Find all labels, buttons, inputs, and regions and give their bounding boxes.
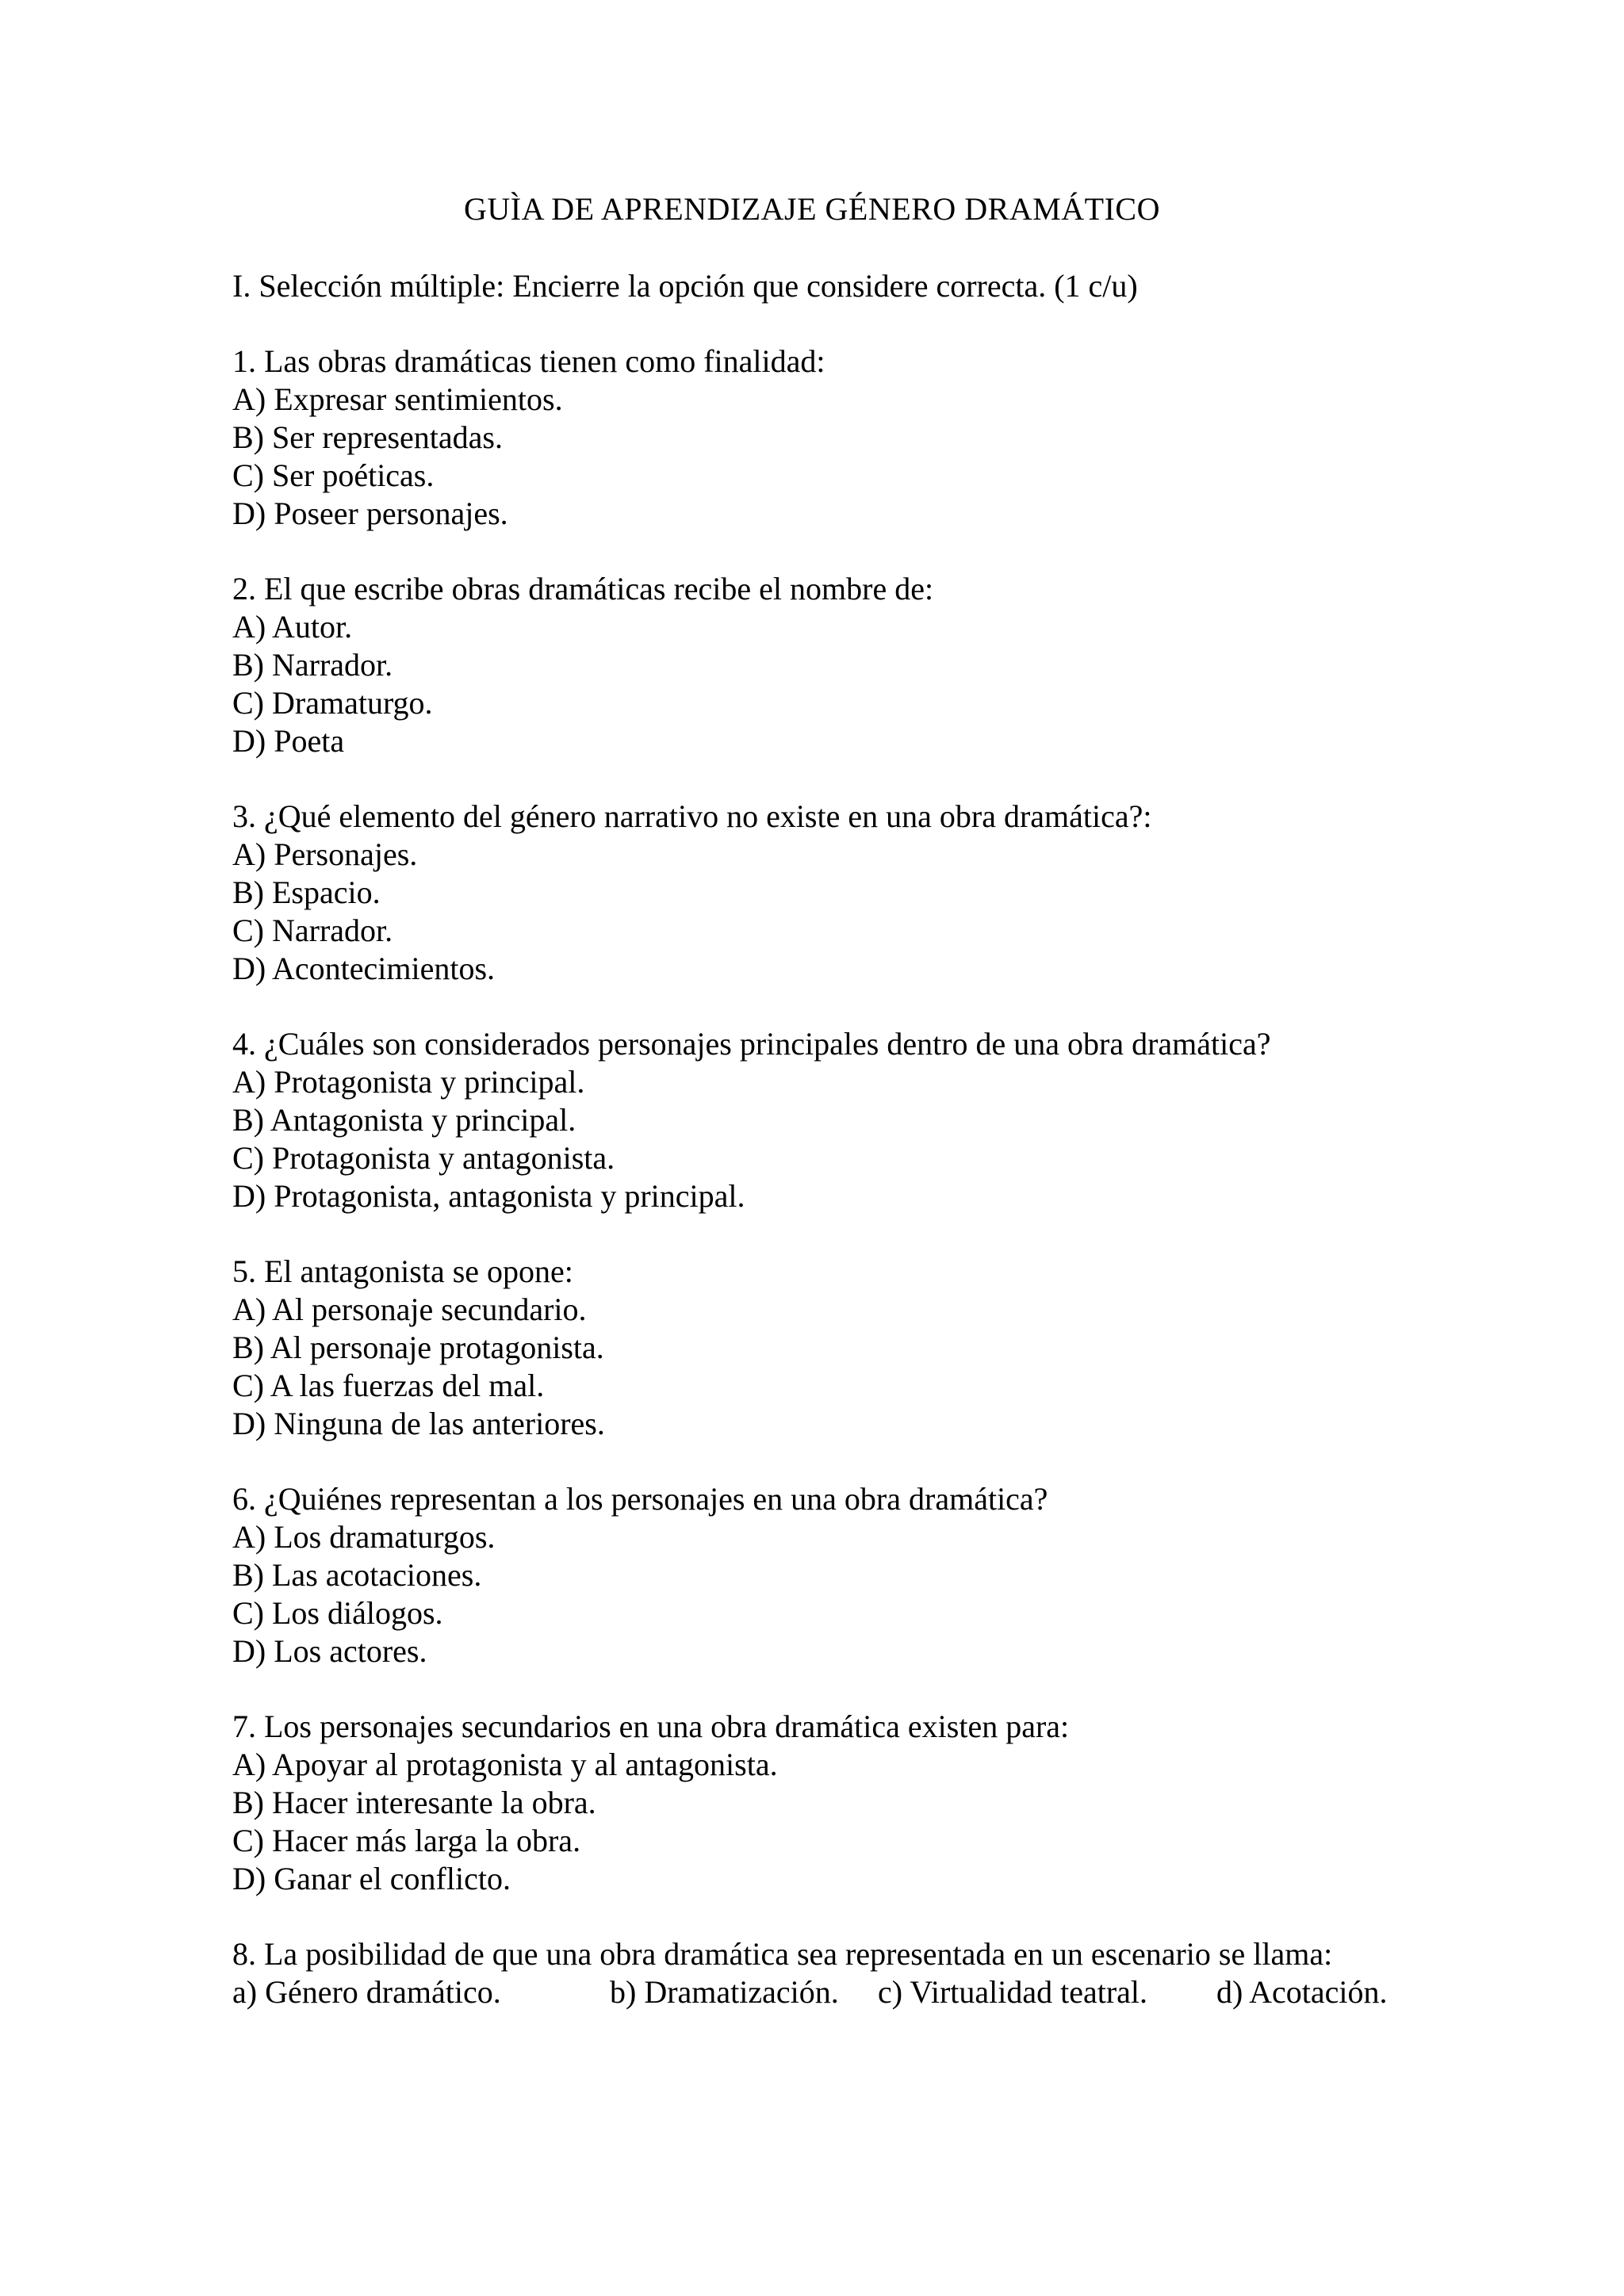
option-a: A) Expresar sentimientos.	[232, 381, 563, 417]
option-a: a) Género dramático.	[232, 1974, 501, 2010]
question-text: 2. El que escribe obras dramáticas recibe el nombre de:	[232, 571, 934, 607]
option-b: B) Las acotaciones.	[232, 1557, 482, 1593]
option-b: B) Espacio.	[232, 874, 381, 910]
option-d: D) Poeta	[232, 723, 345, 759]
question-2	[232, 570, 1422, 760]
question-text: 3. ¿Qué elemento del género narrativo no existe en una obra dramática?:	[232, 798, 1152, 834]
option-c: C) Los diálogos.	[232, 1595, 443, 1631]
question-text: 1. Las obras dramáticas tienen como finalidad:	[232, 343, 825, 379]
option-b: B) Ser representadas.	[232, 419, 503, 455]
option-a: A) Los dramaturgos.	[232, 1519, 496, 1555]
option-b: b) Dramatización.	[610, 1974, 839, 2010]
question-6	[232, 1480, 1422, 1670]
question-8	[232, 1935, 1422, 2011]
option-a: A) Personajes.	[232, 836, 418, 872]
option-d: D) Acontecimientos.	[232, 951, 496, 986]
option-a: A) Al personaje secundario.	[232, 1292, 587, 1327]
option-c: C) Narrador.	[232, 913, 393, 948]
option-b: B) Hacer interesante la obra.	[232, 1785, 596, 1820]
option-d: D) Ninguna de las anteriores.	[232, 1406, 605, 1441]
option-b: B) Al personaje protagonista.	[232, 1330, 604, 1365]
section-instructions: I. Selección múltiple: Encierre la opción que considere correcta. (1 c/u)	[232, 268, 1138, 304]
option-d: D) Poseer personajes.	[232, 496, 508, 531]
inline-options	[232, 1973, 1422, 2011]
option-c: C) Ser poéticas.	[232, 457, 435, 493]
option-d: D) Ganar el conflicto.	[232, 1861, 511, 1896]
document-title: GUÌA DE APRENDIZAJE GÉNERO DRAMÁTICO	[464, 191, 1160, 227]
question-text: 6. ¿Quiénes representan a los personajes en una obra dramática?	[232, 1481, 1048, 1517]
option-c: C) Dramaturgo.	[232, 685, 433, 721]
question-4	[232, 1025, 1422, 1215]
question-3	[232, 798, 1422, 988]
option-a: A) Apoyar al protagonista y al antagonista.	[232, 1747, 778, 1782]
question-list	[232, 342, 1422, 2049]
option-c: C) Hacer más larga la obra.	[232, 1823, 581, 1858]
question-text: 5. El antagonista se opone:	[232, 1253, 573, 1289]
option-b: B) Narrador.	[232, 647, 393, 683]
option-b: B) Antagonista y principal.	[232, 1102, 576, 1138]
option-d: D) Los actores.	[232, 1633, 427, 1669]
option-c: C) Protagonista y antagonista.	[232, 1140, 615, 1176]
option-d: D) Protagonista, antagonista y principal.	[232, 1178, 745, 1214]
option-a: A) Protagonista y principal.	[232, 1064, 585, 1100]
option-c: c) Virtualidad teatral.	[878, 1974, 1148, 2010]
option-a: A) Autor.	[232, 609, 353, 645]
question-7	[232, 1708, 1422, 1898]
question-text: 4. ¿Cuáles son considerados personajes principales dentro de una obra dramática?	[232, 1026, 1271, 1062]
question-text: 7. Los personajes secundarios en una obra dramática existen para:	[232, 1709, 1070, 1744]
option-c: C) A las fuerzas del mal.	[232, 1368, 545, 1403]
option-d: d) Acotación.	[1216, 1974, 1388, 2010]
question-5	[232, 1253, 1422, 1443]
question-1	[232, 342, 1422, 533]
question-text: 8. La posibilidad de que una obra dramática sea representada en un escenario se llama:	[232, 1936, 1333, 1972]
